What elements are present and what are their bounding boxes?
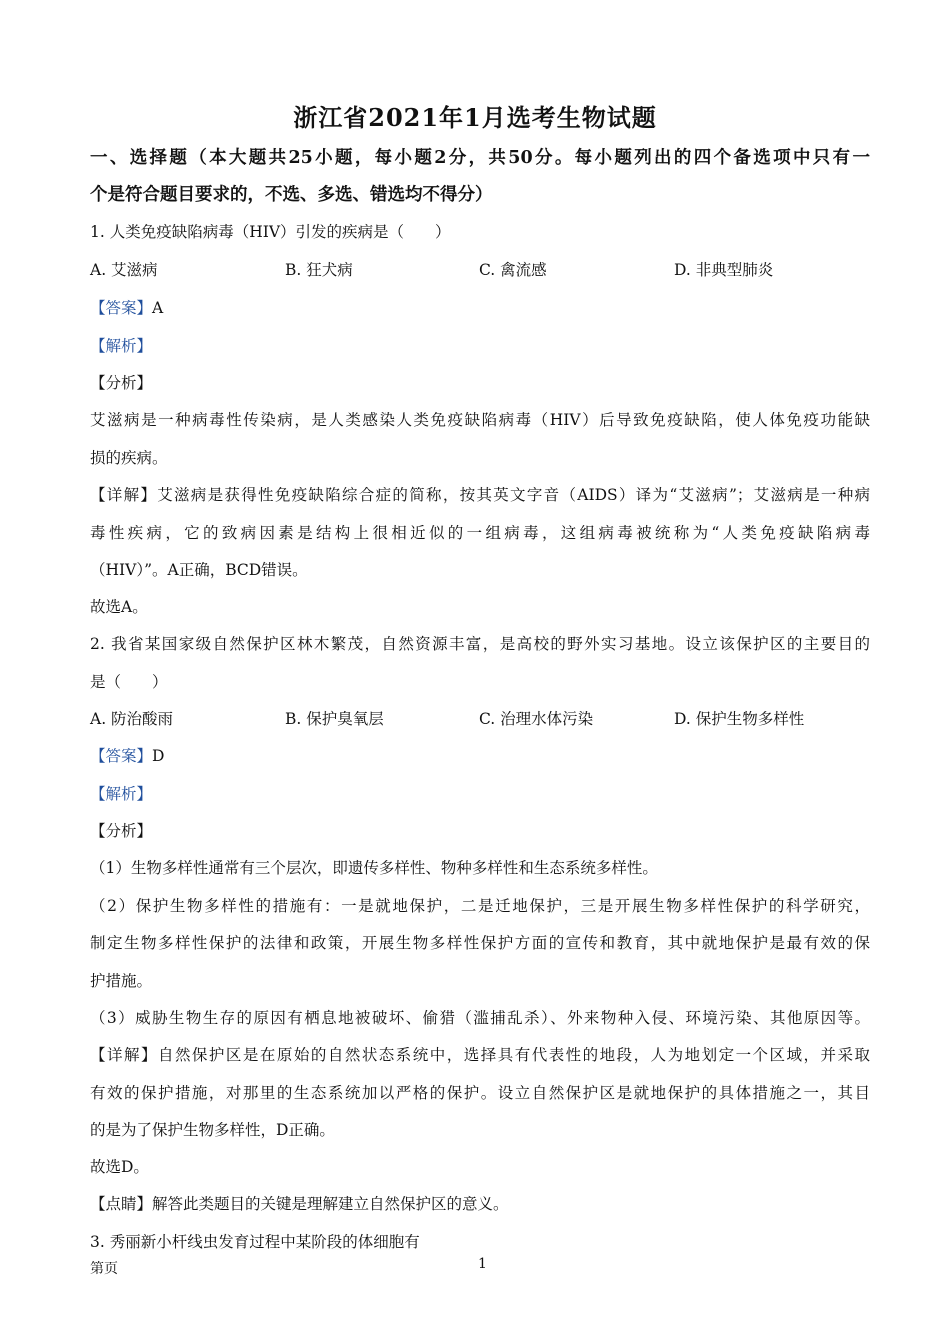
section-heading-line2: 个是符合题目要求的，不选、多选、错选均不得分） xyxy=(90,185,493,205)
question-1-option-b: B. 狂犬病 xyxy=(285,261,353,279)
question-2-comment: 【点睛】解答此类题目的关键是理解建立自然保护区的意义。 xyxy=(90,1195,509,1213)
question-2-jiexi-tag: 【解析】 xyxy=(90,785,153,803)
question-2-conclusion: 故选D。 xyxy=(90,1158,149,1176)
question-1-option-c: C. 禽流感 xyxy=(479,261,547,279)
question-2-answer xyxy=(90,746,870,766)
question-2-analysis-line5: （3）威胁生物生存的原因有栖息地被破坏、偷猎（滥捕乱杀）、外来物种入侵、环境污染、其他原因等。 xyxy=(90,1009,870,1027)
question-1-conclusion: 故选A。 xyxy=(90,598,148,616)
question-2-analysis-line1: （1）生物多样性通常有三个层次，即遗传多样性、物种多样性和生态系统多样性。 xyxy=(90,859,658,877)
question-1-answer xyxy=(90,298,870,318)
question-2-analysis-tag: 【分析】 xyxy=(90,822,153,840)
question-1-option-d: D. 非典型肺炎 xyxy=(674,261,774,279)
question-2-stem-line2: 是（ ） xyxy=(90,673,168,691)
question-2-option-c: C. 治理水体污染 xyxy=(479,710,594,728)
question-1-analysis-line2: 损的疾病。 xyxy=(90,449,168,467)
question-2-detail-line2: 有效的保护措施，对那里的生态系统加以严格的保护。设立自然保护区是就地保护的具体措施之一，其目 xyxy=(90,1084,870,1102)
question-2-analysis-line3: 制定生物多样性保护的法律和政策，开展生物多样性保护方面的宣传和教育，其中就地保护是最有效的保 xyxy=(90,934,870,952)
question-1-detail-line3: （HIV）”。A正确，BCD错误。 xyxy=(90,561,308,579)
question-3-stem: 3. 秀丽新小杆线虫发育过程中某阶段的体细胞有 xyxy=(90,1233,420,1251)
question-2-option-b: B. 保护臭氧层 xyxy=(285,710,384,728)
question-2-analysis-line2: （2）保护生物多样性的措施有：一是就地保护，二是迁地保护，三是开展生物多样性保护的科学研究， xyxy=(90,897,870,915)
question-1-analysis-tag: 【分析】 xyxy=(90,374,153,392)
footer-page-label: 第页 xyxy=(90,1261,118,1277)
question-2-detail-line1: 【详解】自然保护区是在原始的自然状态系统中，选择具有代表性的地段，人为地划定一个区域，并采取 xyxy=(90,1046,870,1064)
question-2-stem-line1: 2. 我省某国家级自然保护区林木繁茂，自然资源丰富，是高校的野外实习基地。设立该保护区的主要目的 xyxy=(90,635,870,653)
question-1-jiexi-tag: 【解析】 xyxy=(90,337,153,355)
answer-tag: 【答案】 xyxy=(90,299,153,317)
question-1-detail-line2: 毒性疾病，它的致病因素是结构上很相近似的一组病毒，这组病毒被统称为“人类免疫缺陷病毒 xyxy=(90,524,870,542)
question-1-analysis-line1: 艾滋病是一种病毒性传染病，是人类感染人类免疫缺陷病毒（HIV）后导致免疫缺陷，使人体免疫功能缺 xyxy=(90,411,870,429)
answer-tag: 【答案】 xyxy=(90,747,153,765)
question-2-analysis-line4: 护措施。 xyxy=(90,972,153,990)
section-heading-line1: 一、选择题（本大题共25小题，每小题2分，共50分。每小题列出的四个备选项中只有一 xyxy=(90,148,870,168)
question-1-option-a: A. 艾滋病 xyxy=(90,261,158,279)
question-1-stem: 1. 人类免疫缺陷病毒（HIV）引发的疾病是（ ） xyxy=(90,223,451,241)
question-2-option-a: A. 防治酸雨 xyxy=(90,710,174,728)
answer-value: D xyxy=(152,747,165,765)
question-1-detail-line1: 【详解】艾滋病是获得性免疫缺陷综合症的简称，按其英文字音（AIDS）译为“艾滋病”；艾滋病是一种病 xyxy=(90,486,870,504)
answer-value: A xyxy=(152,299,164,317)
page-title: 浙江省2021年1月选考生物试题 xyxy=(293,103,657,132)
footer-page-number: 1 xyxy=(478,1256,487,1272)
question-2-detail-line3: 的是为了保护生物多样性，D正确。 xyxy=(90,1121,335,1139)
question-2-option-d: D. 保护生物多样性 xyxy=(674,710,805,728)
